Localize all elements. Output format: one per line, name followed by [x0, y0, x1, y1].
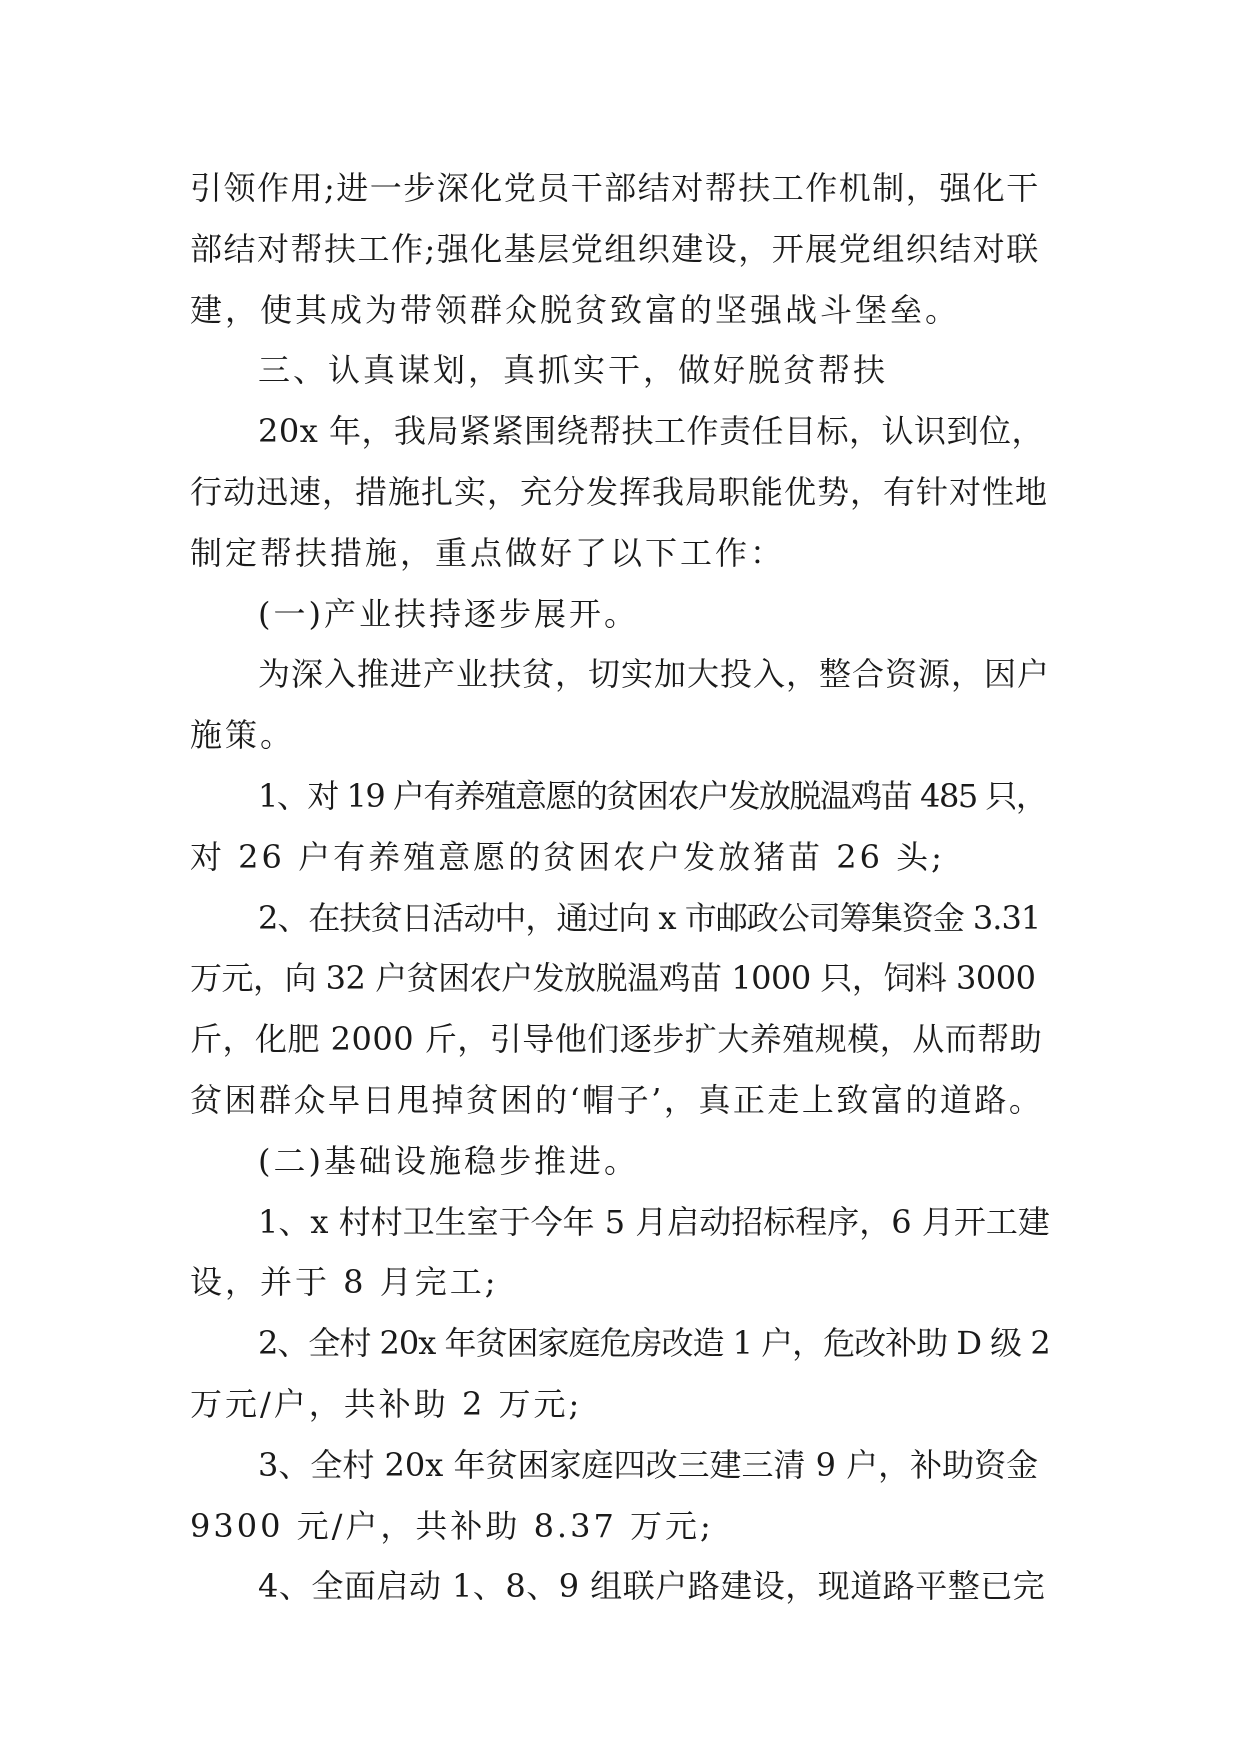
text-line: 建，使其成为带领群众脱贫致富的坚强战斗堡垒。: [190, 290, 961, 329]
text-line: 行动迅速，措施扎实，充分发挥我局职能优势，有针对性地: [190, 472, 1049, 511]
text-line: 制定帮扶措施，重点做好了以下工作：: [190, 533, 786, 572]
text-line: 贫困群众早日甩掉贫困的‘帽子’，真正走上致富的道路。: [190, 1080, 1044, 1119]
text-line: 部结对帮扶工作;强化基层党组织建设，开展党组织结对联: [190, 229, 1040, 268]
subsection-heading: (一)产业扶持逐步展开。: [258, 594, 639, 633]
list-item: 1、x 村村卫生室于今年 5 月启动招标程序，6 月开工建: [258, 1202, 1050, 1241]
list-item: 3、全村 20x 年贫困家庭四改三建三清 9 户，补助资金: [258, 1445, 1039, 1484]
document-body: [190, 158, 1050, 1617]
text-line: 施策。: [190, 716, 296, 755]
text-line: 20x 年，我局紧紧围绕帮扶工作责任目标，认识到位，: [258, 412, 1044, 451]
subsection-heading: (二)基础设施稳步推进。: [258, 1141, 639, 1180]
text-line: 设，并于 8 月完工;: [190, 1263, 499, 1302]
text-line: 万元/户，共补助 2 万元;: [190, 1384, 583, 1423]
section-heading: 三、认真谋划，真抓实干，做好脱贫帮扶: [258, 351, 889, 390]
text-line: 万元，向 32 户贫困农户发放脱温鸡苗 1000 只，饲料 3000: [190, 959, 1036, 998]
list-item: 2、全村 20x 年贫困家庭危房改造 1 户，危改补助 D 级 2: [258, 1324, 1050, 1363]
body-text: [190, 158, 1050, 1617]
text-line: 斤，化肥 2000 斤，引导他们逐步扩大养殖规模，从而帮助: [190, 1020, 1043, 1059]
text-line: 为深入推进产业扶贫，切实加大投入，整合资源，因户: [258, 655, 1051, 694]
text-line: 9300 元/户，共补助 8.37 万元;: [190, 1506, 714, 1545]
list-item: 4、全面启动 1、8、9 组联户路建设，现道路平整已完: [258, 1567, 1046, 1606]
text-line: 对 26 户有养殖意愿的贫困农户发放猪苗 26 头;: [190, 837, 945, 876]
list-item: 1、对 19 户有养殖意愿的贫困农户发放脱温鸡苗 485 只，: [258, 776, 1047, 815]
list-item: 2、在扶贫日活动中，通过向 x 市邮政公司筹集资金 3.31: [258, 898, 1041, 937]
text-line: 引领作用;进一步深化党员干部结对帮扶工作机制，强化干: [190, 169, 1040, 207]
